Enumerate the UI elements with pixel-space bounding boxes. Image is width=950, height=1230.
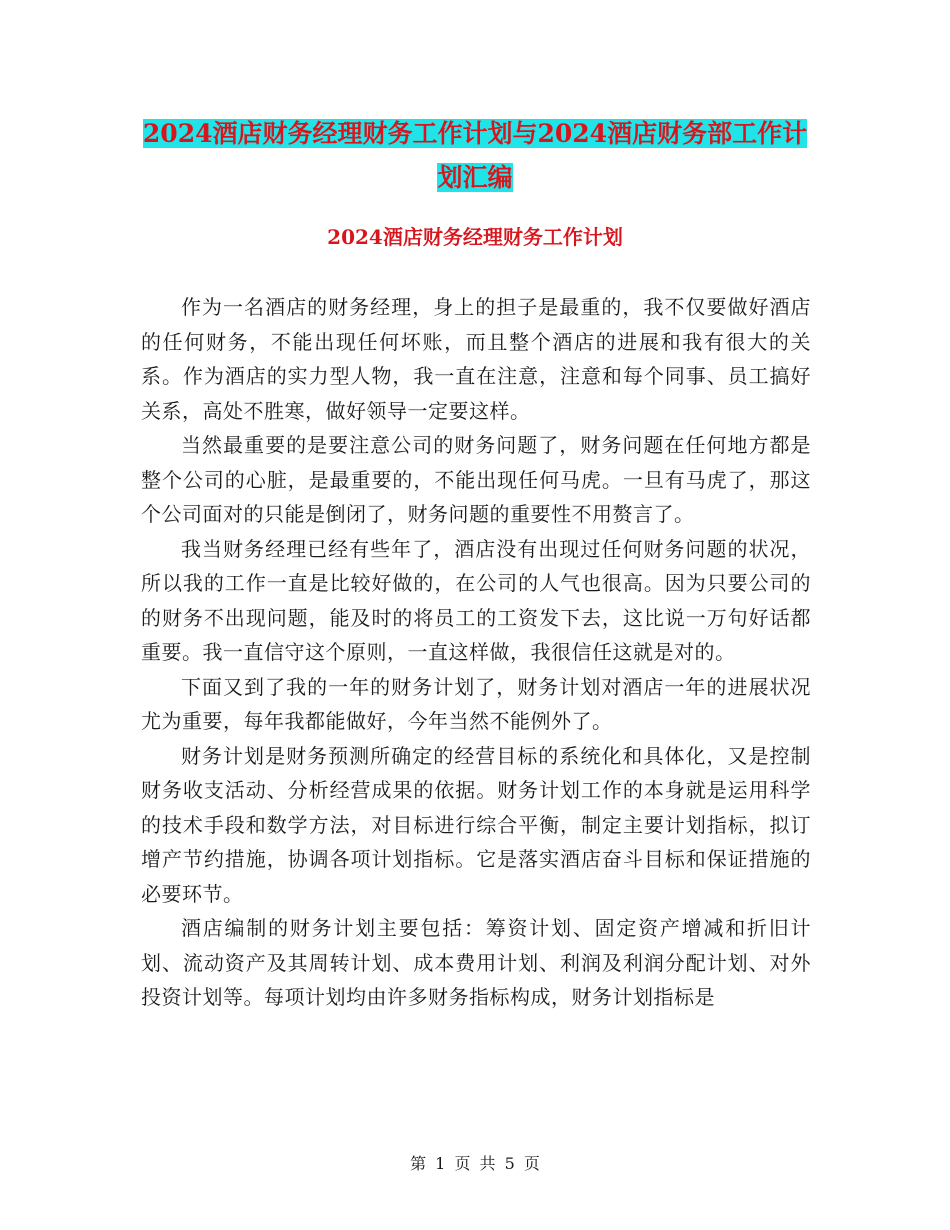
section-title: 2024酒店财务经理财务工作计划 (327, 225, 623, 249)
paragraph-4: 下面又到了我的一年的财务计划了，财务计划对酒店一年的进展状况尤为重要，每年我都能做好，今年当然不能例外了。 (141, 674, 811, 733)
document-body (141, 290, 811, 1015)
document-title (140, 112, 810, 200)
paragraph-1: 作为一名酒店的财务经理，身上的担子是最重的，我不仅要做好酒店的任何财务，不能出现任何坏账，而且整个酒店的进展和我有很大的关系。作为酒店的实力型人物，我一直在注意，注意和每个同事、员工搞好关系，高处不胜寒，做好领导一定要这样。 (141, 295, 811, 423)
paragraph-5: 财务计划是财务预测所确定的经营目标的系统化和具体化，又是控制财务收支活动、分析经营成果的依据。财务计划工作的本身就是运用科学的技术手段和数学方法，对目标进行综合平衡，制定主要计划指标，拟订增产节约措施，协调各项计划指标。它是落实酒店奋斗目标和保证措施的必要环节。 (141, 743, 811, 906)
page-number-footer: 第 1 页 共 5 页 (410, 1154, 540, 1173)
paragraph-3: 我当财务经理已经有些年了，酒店没有出现过任何财务问题的状况，所以我的工作一直是比较好做的，在公司的人气也很高。因为只要公司的的财务不出现问题，能及时的将员工的工资发下去，这比说一万句好话都重要。我一直信守这个原则，一直这样做，我很信任这就是对的。 (141, 536, 811, 664)
paragraph-6: 酒店编制的财务计划主要包括：筹资计划、固定资产增减和折旧计划、流动资产及其周转计划、成本费用计划、利润及利润分配计划、对外投资计划等。每项计划均由许多财务指标构成，财务计划指标是 (141, 916, 811, 1009)
document-title-highlight: 2024酒店财务经理财务工作计划与2024酒店财务部工作计划汇编 (142, 119, 808, 192)
paragraph-2: 当然最重要的是要注意公司的财务问题了，财务问题在任何地方都是整个公司的心脏，是最重要的，不能出现任何马虎。一旦有马虎了，那这个公司面对的只能是倒闭了，财务问题的重要性不用赘言了。 (141, 433, 811, 526)
